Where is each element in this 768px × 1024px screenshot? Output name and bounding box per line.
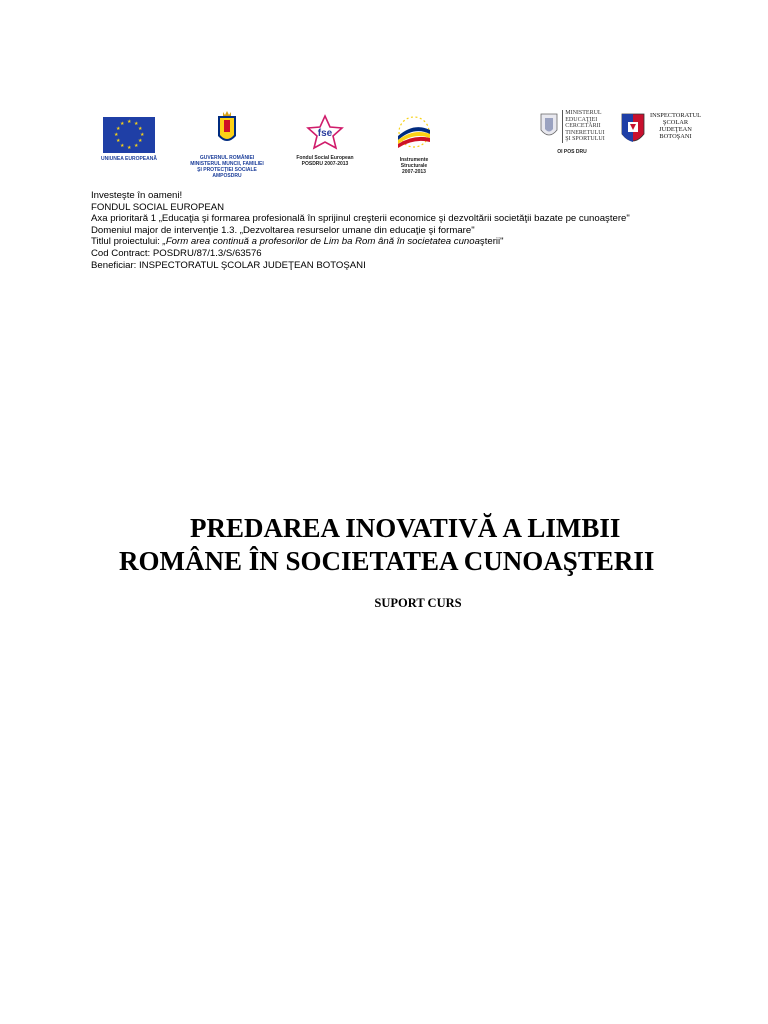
isj-line-1: INSPECTORATUL (650, 112, 702, 119)
contract-code: Cod Contract: POSDRU/87/1.3/S/63576 (91, 247, 262, 259)
is-caption-1: Instrumente Structurale (399, 157, 429, 169)
document-title (110, 512, 690, 578)
logo-strip (0, 0, 768, 190)
project-info (91, 190, 711, 271)
romania-crest-icon (215, 110, 239, 148)
isj-line-3: JUDEŢEAN (659, 126, 692, 133)
isj-line-2: ŞCOLAR (662, 119, 689, 126)
fund-name: FONDUL SOCIAL EUROPEAN (91, 201, 225, 213)
is-caption-2: 2007-2013 (402, 169, 426, 175)
priority-axis: Axa prioritară 1 „Educaţia şi formarea profesională în sprijinul creşterii economice şi dezvoltării societăţii bazate pe cunoaştere" (91, 213, 630, 225)
ministry-line-1: MINISTERUL (565, 110, 602, 116)
eu-logo (96, 113, 162, 162)
project-title-end: şterii" (479, 236, 504, 248)
isj-name (650, 112, 701, 140)
ministry-line-5: ŞI SPORTULUI (565, 136, 605, 142)
eu-caption: UNIUNEA EUROPEANĂ (101, 156, 157, 162)
isj-crest-icon (620, 112, 646, 148)
intervention-domain: Domeniul major de intervenţie 1.3. „Dezvoltarea resurselor umane din educaţie şi formare" (91, 224, 475, 236)
structural-instruments-icon (392, 112, 436, 152)
title-line-1: PREDAREA INOVATIVĂ A LIMBII (190, 513, 621, 543)
gov-caption-2: MINISTERUL MUNCII, FAMILIEI (190, 161, 264, 167)
project-title-label: Titlul proiectului: (91, 236, 163, 248)
gov-caption-1: GUVERNUL ROMÂNIEI (199, 155, 255, 161)
gov-caption-4: AMPOSDRU (212, 173, 242, 179)
ministry-line-4: TINERETULUI (565, 129, 605, 136)
gov-caption-3: ŞI PROTECŢIEI SOCIALE (197, 167, 257, 173)
fse-caption-1: Fondul Social European (296, 155, 354, 161)
slogan: Investeşte în oameni! (91, 190, 183, 201)
ministry-crest-icon (539, 110, 559, 140)
fse-caption-2: POSDRU 2007-2013 (301, 161, 349, 167)
ministry-line-2: EDUCAŢIEI (565, 116, 598, 123)
document-subtitle: SUPORT CURS (374, 596, 462, 610)
beneficiary: Beneficiar: INSPECTORATUL ŞCOLAR JUDEŢEAN BOTOŞANI (91, 259, 366, 271)
ministry-education-logo (532, 110, 612, 155)
ministry-caption: OI POS DRU (557, 148, 587, 155)
fse-logo (292, 114, 358, 167)
fse-mark: fse (317, 128, 333, 139)
isj-line-4: BOTOŞANI (659, 133, 692, 140)
ministry-name (562, 110, 604, 143)
eu-flag-icon: ★ ★ ★ ★ ★ ★ ★ ★ ★ ★ ★ ★ (103, 117, 155, 153)
romanian-government-logo (188, 110, 266, 179)
ministry-line-3: CERCETĂRII (565, 123, 601, 129)
fse-star-icon (305, 114, 345, 150)
project-title-text: „Form area continuă a profesorilor de Lim ba Rom ână în societatea cunoa (162, 236, 480, 248)
isj-botosani-logo (620, 112, 706, 148)
title-line-2: ROMÂNE ÎN SOCIETATEA CUNOAŞTERII (119, 546, 655, 576)
project-title (91, 236, 711, 248)
structural-instruments-logo (386, 112, 442, 175)
